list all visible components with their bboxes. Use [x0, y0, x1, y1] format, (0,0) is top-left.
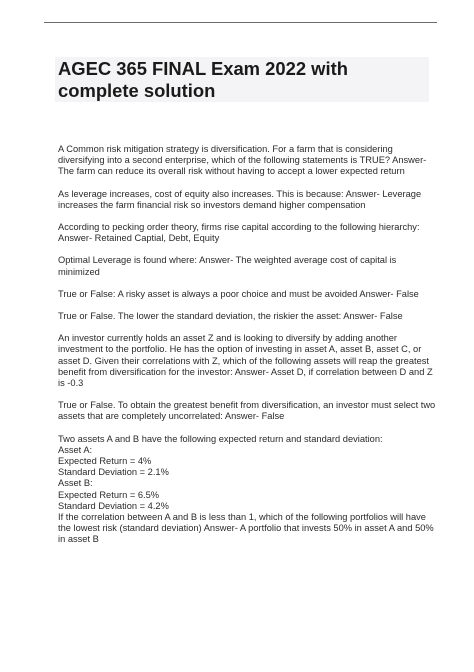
question-item: Optimal Leverage is found where: Answer- The weighted average cost of capital is minimized [58, 255, 397, 277]
asset-b-sd: Standard Deviation = 4.2% [58, 500, 169, 511]
question-item-assets [58, 434, 438, 546]
question-item: As leverage increases, cost of equity also increases. This is because: Answer- Leverage increases the farm financial risk so investors demand higher compensation [58, 188, 422, 210]
question-item: An investor currently holds an asset Z and is looking to diversify by adding another investment to the portfolio. He has the option of investing in asset A, asset B, asset C, or asset D. Given their correlations with Z, which of the following assets will reap the greatest benefit from diversification for the investor: Answer- Asset D, if correlation between D and Z is -0.3 [58, 333, 433, 389]
question-item: According to pecking order theory, firms rise capital according to the following hierarchy: Answer- Retained Captial, Debt, Equity [58, 222, 420, 244]
asset-b-return: Expected Return = 6.5% [58, 489, 160, 500]
asset-a-sd: Standard Deviation = 2.1% [58, 467, 169, 478]
header-divider [44, 22, 437, 23]
question-item: True or False. The lower the standard deviation, the riskier the asset: Answer- False [58, 311, 403, 322]
question-item: True or False: A risky asset is always a poor choice and must be avoided Answer- False [58, 288, 419, 299]
asset-a-label: Asset A: [58, 444, 93, 455]
assets-intro: Two assets A and B have the following expected return and standard deviation: [58, 433, 383, 444]
document-body [58, 144, 438, 546]
question-item: True or False. To obtain the greatest benefit from diversification, an investor must select two assets that are completely uncorrelated: Answer- False [58, 400, 436, 422]
document-title: AGEC 365 FINAL Exam 2022 with complete solution [58, 58, 348, 101]
asset-b-label: Asset B: [58, 478, 93, 489]
asset-a-return: Expected Return = 4% [58, 456, 152, 467]
portfolio-question: If the correlation between A and B is less than 1, which of the following portfolios will have the lowest risk (standard deviation) Answer- A portfolio that invests 50% in asset A and 50% in asset B [58, 512, 434, 545]
question-item: A Common risk mitigation strategy is diversification. For a farm that is considering diversifying into a second enterprise, which of the following statements is TRUE? Answer- The farm can reduce its overall risk without having to accept a lower expected return [58, 144, 427, 177]
